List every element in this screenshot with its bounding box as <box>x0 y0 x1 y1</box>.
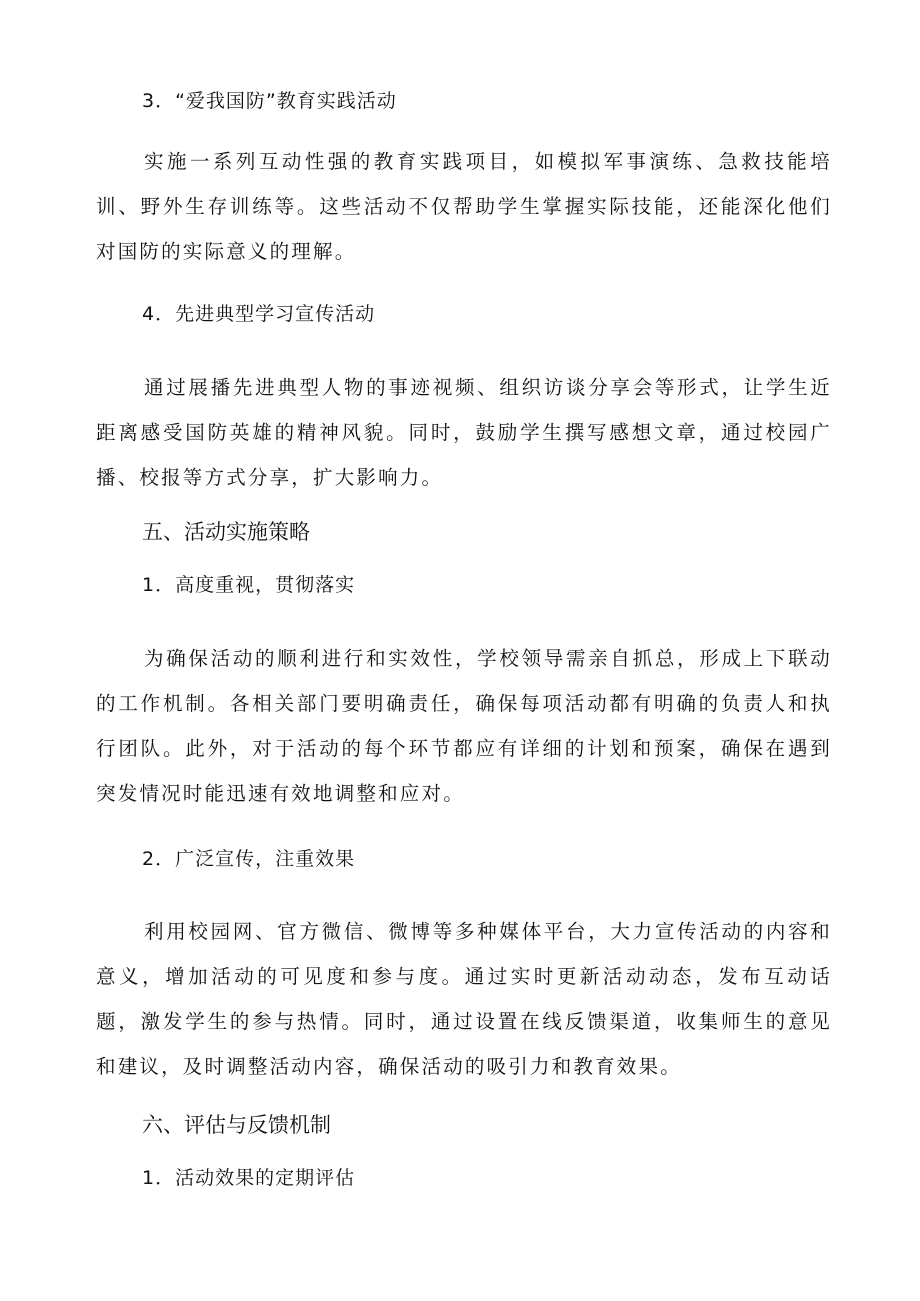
s6-item1-title: 1．活动效果的定期评估 <box>142 1167 356 1189</box>
s5-item2-title: 2．广泛宣传，注重效果 <box>142 848 356 870</box>
s5-item2-body: 利用校园网、官方微信、微博等多种媒体平台，大力宣传活动的内容和意义，增加活动的可见度和参与度。通过实时更新活动动态，发布互动话题，激发学生的参与热情。同时，通过设置在线反馈渠道，收集师生的意见和建议，及时调整活动内容，确保活动的吸引力和教育效果。 <box>96 920 832 1078</box>
section-heading-6: 六、评估与反馈机制 <box>142 1113 331 1137</box>
item4-title: 4．先进典型学习宣传活动 <box>142 303 376 325</box>
item3-body: 实施一系列互动性强的教育实践项目，如模拟军事演练、急救技能培训、野外生存训练等。这些活动不仅帮助学生掌握实际技能，还能深化他们对国防的实际意义的理解。 <box>96 150 832 263</box>
s5-item1-body: 为确保活动的顺利进行和实效性，学校领导需亲自抓总，形成上下联动的工作机制。各相关部门要明确责任，确保每项活动都有明确的负责人和执行团队。此外，对于活动的每个环节都应有详细的计划和预案，确保在遇到突发情况时能迅速有效地调整和应对。 <box>96 647 832 805</box>
s5-item1-title: 1．高度重视，贯彻落实 <box>142 574 356 596</box>
item4-body: 通过展播先进典型人物的事迹视频、组织访谈分享会等形式，让学生近距离感受国防英雄的精神风貌。同时，鼓励学生撰写感想文章，通过校园广播、校报等方式分享，扩大影响力。 <box>96 376 832 489</box>
item3-title: 3．“爱我国防”教育实践活动 <box>142 90 397 112</box>
section-heading-5: 五、活动实施策略 <box>142 520 310 544</box>
